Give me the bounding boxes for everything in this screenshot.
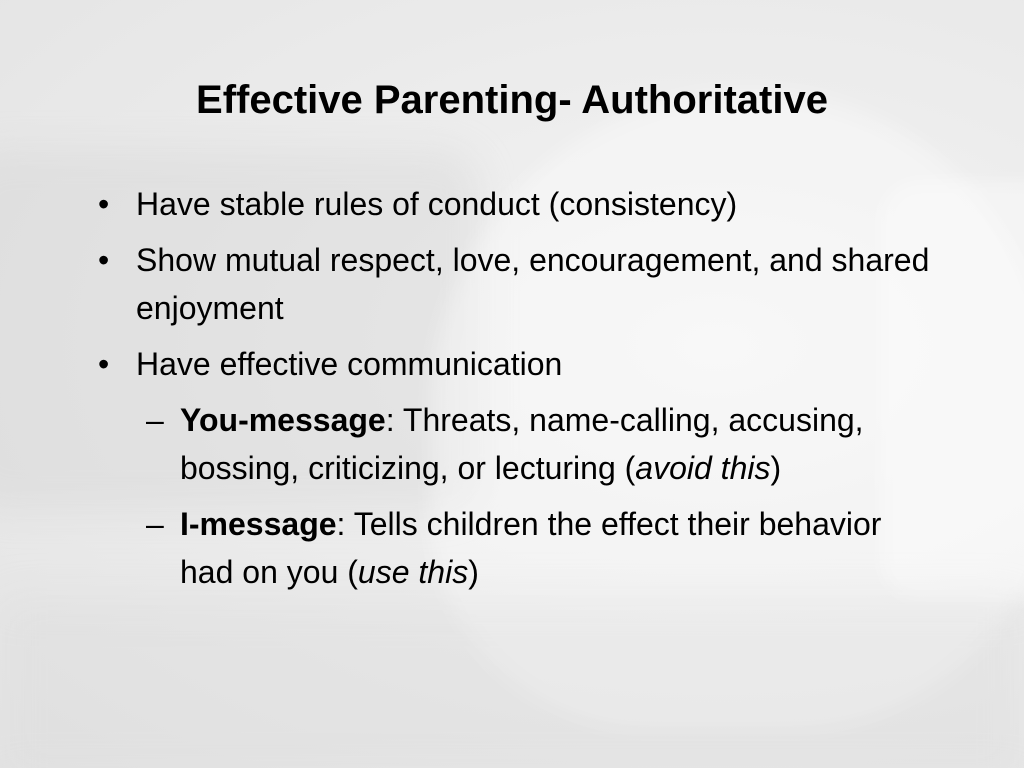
sub-bullet-note: avoid this xyxy=(635,450,771,486)
sub-bullet-separator: : xyxy=(336,506,346,542)
sub-bullet-close: ) xyxy=(468,554,479,590)
sub-bullet-note: use this xyxy=(357,554,469,590)
bullet-text: Have effective communication xyxy=(136,346,563,382)
sub-bullet-marker: – xyxy=(146,402,164,438)
bullet-text: Have stable rules of conduct (consistency) xyxy=(136,186,738,222)
bullet-item xyxy=(96,340,936,388)
slide-body xyxy=(96,180,936,604)
bullet-marker: • xyxy=(98,346,110,382)
background-watermark-strip xyxy=(0,600,1024,768)
sub-bullet-description: Threats, name-calling, accusing, bossing, criticizing, or lecturing ( xyxy=(180,402,864,486)
slide-title: Effective Parenting- Authoritative xyxy=(196,78,828,122)
sub-bullet-item xyxy=(96,396,936,492)
sub-bullet-separator: : xyxy=(385,402,395,438)
sub-bullet-term: You-message xyxy=(180,402,386,438)
sub-bullet-item xyxy=(96,500,936,596)
bullet-marker: • xyxy=(98,186,110,222)
sub-bullet-marker: – xyxy=(146,506,164,542)
sub-bullet-close: ) xyxy=(770,450,782,486)
sub-bullet-description: Tells children the effect their behavior had on you ( xyxy=(180,506,882,590)
sub-bullet-term: I-message xyxy=(180,506,337,542)
bullet-text: Show mutual respect, love, encouragement, and shared enjoyment xyxy=(136,242,930,326)
bullet-item xyxy=(96,180,936,228)
bullet-item xyxy=(96,236,936,332)
bullet-marker: • xyxy=(98,242,110,278)
